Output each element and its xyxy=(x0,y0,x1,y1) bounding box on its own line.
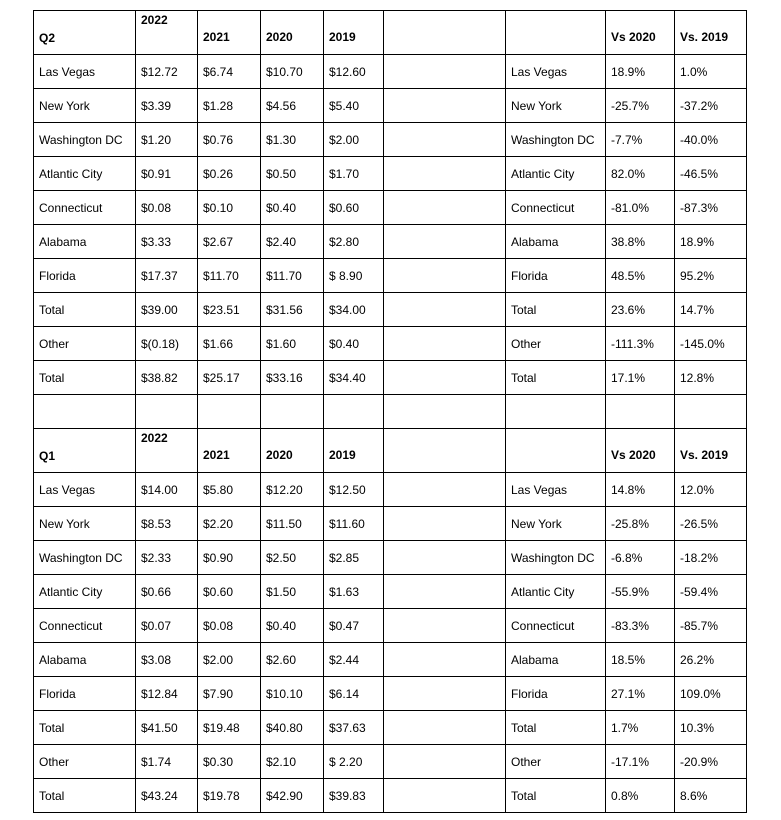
value-2019: $2.44 xyxy=(324,643,384,677)
quarter-label: Q2 xyxy=(34,11,136,55)
value-2021: $0.10 xyxy=(198,191,261,225)
value-2019: $2.80 xyxy=(324,225,384,259)
pct-vs-2020: -6.8% xyxy=(606,541,675,575)
region-label: Las Vegas xyxy=(34,473,136,507)
spacer-cell xyxy=(384,89,506,123)
pct-vs-2019: -40.0% xyxy=(675,123,747,157)
value-2020: $2.40 xyxy=(261,225,324,259)
spacer-cell xyxy=(384,123,506,157)
pct-vs-2020: -25.7% xyxy=(606,89,675,123)
value-2021: $23.51 xyxy=(198,293,261,327)
value-2022: $0.91 xyxy=(136,157,198,191)
value-2021: $19.48 xyxy=(198,711,261,745)
value-2022: $43.24 xyxy=(136,779,198,813)
region-label: Alabama xyxy=(34,643,136,677)
value-2022: $0.66 xyxy=(136,575,198,609)
spacer-cell xyxy=(384,507,506,541)
pct-vs-2019: -37.2% xyxy=(675,89,747,123)
region-label-right: Alabama xyxy=(506,643,606,677)
gap-cell xyxy=(606,395,675,429)
region-label: Connecticut xyxy=(34,609,136,643)
value-2021: $0.60 xyxy=(198,575,261,609)
pct-vs-2020: -55.9% xyxy=(606,575,675,609)
value-2021: $0.76 xyxy=(198,123,261,157)
value-2020: $33.16 xyxy=(261,361,324,395)
header-row xyxy=(34,11,747,55)
header-vs-2020: Vs 2020 xyxy=(606,429,675,473)
value-2019: $37.63 xyxy=(324,711,384,745)
value-2020: $40.80 xyxy=(261,711,324,745)
spacer-cell xyxy=(384,779,506,813)
pct-vs-2019: 18.9% xyxy=(675,225,747,259)
pct-vs-2019: 26.2% xyxy=(675,643,747,677)
spacer-cell xyxy=(384,575,506,609)
table-row xyxy=(34,89,747,123)
region-label-right: Total xyxy=(506,711,606,745)
value-2019: $0.40 xyxy=(324,327,384,361)
spacer-cell xyxy=(384,711,506,745)
value-2021: $0.26 xyxy=(198,157,261,191)
pct-vs-2019: 10.3% xyxy=(675,711,747,745)
spacer-cell xyxy=(384,191,506,225)
value-2020: $2.60 xyxy=(261,643,324,677)
region-label: New York xyxy=(34,507,136,541)
pct-vs-2020: 82.0% xyxy=(606,157,675,191)
region-label: Florida xyxy=(34,677,136,711)
value-2022: $1.74 xyxy=(136,745,198,779)
value-2021: $0.30 xyxy=(198,745,261,779)
pct-vs-2020: -81.0% xyxy=(606,191,675,225)
pct-vs-2020: 14.8% xyxy=(606,473,675,507)
value-2019: $2.00 xyxy=(324,123,384,157)
gap-cell xyxy=(198,395,261,429)
header-2020: 2020 xyxy=(261,429,324,473)
value-2020: $4.56 xyxy=(261,89,324,123)
value-2019: $6.14 xyxy=(324,677,384,711)
gap-cell xyxy=(261,395,324,429)
pct-vs-2020: -111.3% xyxy=(606,327,675,361)
value-2022: $3.33 xyxy=(136,225,198,259)
value-2020: $10.10 xyxy=(261,677,324,711)
region-label: Las Vegas xyxy=(34,55,136,89)
spacer-cell xyxy=(384,259,506,293)
pct-vs-2019: -59.4% xyxy=(675,575,747,609)
spacer-cell xyxy=(384,55,506,89)
table-row xyxy=(34,225,747,259)
header-vs-2020: Vs 2020 xyxy=(606,11,675,55)
table-row xyxy=(34,643,747,677)
region-label-right: New York xyxy=(506,507,606,541)
value-2019: $39.83 xyxy=(324,779,384,813)
region-label-right: Other xyxy=(506,745,606,779)
table-row xyxy=(34,779,747,813)
header-2022: 2022 xyxy=(136,429,198,473)
table-row xyxy=(34,123,747,157)
region-label: Other xyxy=(34,745,136,779)
region-header-blank xyxy=(506,11,606,55)
value-2022: $14.00 xyxy=(136,473,198,507)
gap-cell xyxy=(324,395,384,429)
spacer-cell xyxy=(384,293,506,327)
pct-vs-2019: -20.9% xyxy=(675,745,747,779)
value-2019: $12.60 xyxy=(324,55,384,89)
value-2020: $10.70 xyxy=(261,55,324,89)
spacer-cell xyxy=(384,225,506,259)
region-label-right: Connecticut xyxy=(506,191,606,225)
spacer-cell xyxy=(384,429,506,473)
header-2022: 2022 xyxy=(136,11,198,55)
pct-vs-2019: -85.7% xyxy=(675,609,747,643)
spacer-cell xyxy=(384,473,506,507)
value-2021: $25.17 xyxy=(198,361,261,395)
spacer-cell xyxy=(384,327,506,361)
pct-vs-2019: 12.0% xyxy=(675,473,747,507)
region-label-right: Alabama xyxy=(506,225,606,259)
value-2019: $34.40 xyxy=(324,361,384,395)
pct-vs-2020: 1.7% xyxy=(606,711,675,745)
value-2020: $2.10 xyxy=(261,745,324,779)
region-label-right: Las Vegas xyxy=(506,473,606,507)
header-vs-2019: Vs. 2019 xyxy=(675,11,747,55)
pct-vs-2019: -26.5% xyxy=(675,507,747,541)
value-2020: $11.70 xyxy=(261,259,324,293)
value-2022: $0.08 xyxy=(136,191,198,225)
region-label-right: New York xyxy=(506,89,606,123)
value-2021: $19.78 xyxy=(198,779,261,813)
gap-cell xyxy=(34,395,136,429)
pct-vs-2020: -25.8% xyxy=(606,507,675,541)
pct-vs-2020: 23.6% xyxy=(606,293,675,327)
table-row xyxy=(34,473,747,507)
section-gap-row xyxy=(34,395,747,429)
pct-vs-2020: 17.1% xyxy=(606,361,675,395)
region-label: Other xyxy=(34,327,136,361)
header-row xyxy=(34,429,747,473)
header-2021: 2021 xyxy=(198,429,261,473)
header-2020: 2020 xyxy=(261,11,324,55)
value-2021: $11.70 xyxy=(198,259,261,293)
table-row xyxy=(34,327,747,361)
table-row xyxy=(34,259,747,293)
value-2022: $38.82 xyxy=(136,361,198,395)
pct-vs-2019: -145.0% xyxy=(675,327,747,361)
header-2019: 2019 xyxy=(324,11,384,55)
region-label: New York xyxy=(34,89,136,123)
spacer-cell xyxy=(384,609,506,643)
table-row xyxy=(34,157,747,191)
value-2020: $1.30 xyxy=(261,123,324,157)
value-2021: $0.08 xyxy=(198,609,261,643)
pct-vs-2019: 95.2% xyxy=(675,259,747,293)
pct-vs-2020: 0.8% xyxy=(606,779,675,813)
value-2021: $5.80 xyxy=(198,473,261,507)
table-row xyxy=(34,191,747,225)
table-row xyxy=(34,745,747,779)
value-2019: $1.63 xyxy=(324,575,384,609)
value-2020: $11.50 xyxy=(261,507,324,541)
value-2022: $39.00 xyxy=(136,293,198,327)
region-label: Total xyxy=(34,779,136,813)
region-label: Alabama xyxy=(34,225,136,259)
pct-vs-2019: -18.2% xyxy=(675,541,747,575)
value-2022: $0.07 xyxy=(136,609,198,643)
value-2020: $31.56 xyxy=(261,293,324,327)
header-2021: 2021 xyxy=(198,11,261,55)
value-2019: $0.47 xyxy=(324,609,384,643)
table-row xyxy=(34,541,747,575)
value-2021: $0.90 xyxy=(198,541,261,575)
value-2022: $8.53 xyxy=(136,507,198,541)
table-row xyxy=(34,677,747,711)
table-row xyxy=(34,575,747,609)
value-2020: $0.50 xyxy=(261,157,324,191)
value-2022: $12.72 xyxy=(136,55,198,89)
value-2022: $3.08 xyxy=(136,643,198,677)
value-2022: $(0.18) xyxy=(136,327,198,361)
value-2022: $41.50 xyxy=(136,711,198,745)
value-2019: $34.00 xyxy=(324,293,384,327)
pct-vs-2020: -83.3% xyxy=(606,609,675,643)
pct-vs-2020: -7.7% xyxy=(606,123,675,157)
region-label-right: Total xyxy=(506,293,606,327)
table-body xyxy=(34,11,747,813)
value-2021: $7.90 xyxy=(198,677,261,711)
pct-vs-2019: -46.5% xyxy=(675,157,747,191)
region-label-right: Total xyxy=(506,779,606,813)
table-row xyxy=(34,55,747,89)
region-header-blank xyxy=(506,429,606,473)
value-2019: $2.85 xyxy=(324,541,384,575)
region-label-right: Connecticut xyxy=(506,609,606,643)
pct-vs-2020: -17.1% xyxy=(606,745,675,779)
pct-vs-2019: 8.6% xyxy=(675,779,747,813)
spacer-cell xyxy=(384,677,506,711)
region-label-right: Las Vegas xyxy=(506,55,606,89)
pct-vs-2019: 12.8% xyxy=(675,361,747,395)
region-label-right: Atlantic City xyxy=(506,575,606,609)
pct-vs-2019: 1.0% xyxy=(675,55,747,89)
pct-vs-2020: 48.5% xyxy=(606,259,675,293)
region-label: Florida xyxy=(34,259,136,293)
value-2022: $2.33 xyxy=(136,541,198,575)
spacer-cell xyxy=(384,11,506,55)
revenue-comparison-table xyxy=(33,10,747,813)
spacer-cell xyxy=(384,745,506,779)
region-label-right: Atlantic City xyxy=(506,157,606,191)
region-label: Total xyxy=(34,293,136,327)
spacer-cell xyxy=(384,643,506,677)
value-2022: $3.39 xyxy=(136,89,198,123)
gap-cell xyxy=(675,395,747,429)
gap-cell xyxy=(384,395,506,429)
gap-cell xyxy=(136,395,198,429)
value-2020: $0.40 xyxy=(261,609,324,643)
value-2019: $ 2.20 xyxy=(324,745,384,779)
value-2022: $1.20 xyxy=(136,123,198,157)
value-2022: $17.37 xyxy=(136,259,198,293)
value-2019: $12.50 xyxy=(324,473,384,507)
value-2019: $11.60 xyxy=(324,507,384,541)
value-2020: $42.90 xyxy=(261,779,324,813)
region-label-right: Florida xyxy=(506,259,606,293)
spacer-cell xyxy=(384,157,506,191)
pct-vs-2020: 18.9% xyxy=(606,55,675,89)
region-label-right: Washington DC xyxy=(506,541,606,575)
table-row xyxy=(34,609,747,643)
value-2019: $ 8.90 xyxy=(324,259,384,293)
value-2019: $5.40 xyxy=(324,89,384,123)
region-label-right: Other xyxy=(506,327,606,361)
table-row xyxy=(34,361,747,395)
region-label-right: Florida xyxy=(506,677,606,711)
value-2020: $1.60 xyxy=(261,327,324,361)
value-2020: $12.20 xyxy=(261,473,324,507)
value-2019: $0.60 xyxy=(324,191,384,225)
table-row xyxy=(34,507,747,541)
value-2020: $1.50 xyxy=(261,575,324,609)
value-2020: $2.50 xyxy=(261,541,324,575)
table-row xyxy=(34,711,747,745)
region-label: Atlantic City xyxy=(34,157,136,191)
quarter-label: Q1 xyxy=(34,429,136,473)
region-label: Washington DC xyxy=(34,541,136,575)
pct-vs-2020: 18.5% xyxy=(606,643,675,677)
pct-vs-2020: 38.8% xyxy=(606,225,675,259)
pct-vs-2020: 27.1% xyxy=(606,677,675,711)
region-label-right: Washington DC xyxy=(506,123,606,157)
spacer-cell xyxy=(384,361,506,395)
value-2019: $1.70 xyxy=(324,157,384,191)
gap-cell xyxy=(506,395,606,429)
pct-vs-2019: 109.0% xyxy=(675,677,747,711)
region-label: Total xyxy=(34,711,136,745)
header-vs-2019: Vs. 2019 xyxy=(675,429,747,473)
value-2021: $2.00 xyxy=(198,643,261,677)
value-2021: $2.67 xyxy=(198,225,261,259)
region-label: Connecticut xyxy=(34,191,136,225)
header-2019: 2019 xyxy=(324,429,384,473)
pct-vs-2019: -87.3% xyxy=(675,191,747,225)
table-row xyxy=(34,293,747,327)
value-2022: $12.84 xyxy=(136,677,198,711)
region-label: Total xyxy=(34,361,136,395)
value-2021: $2.20 xyxy=(198,507,261,541)
region-label-right: Total xyxy=(506,361,606,395)
value-2021: $1.28 xyxy=(198,89,261,123)
value-2021: $6.74 xyxy=(198,55,261,89)
region-label: Atlantic City xyxy=(34,575,136,609)
value-2021: $1.66 xyxy=(198,327,261,361)
pct-vs-2019: 14.7% xyxy=(675,293,747,327)
spacer-cell xyxy=(384,541,506,575)
region-label: Washington DC xyxy=(34,123,136,157)
value-2020: $0.40 xyxy=(261,191,324,225)
